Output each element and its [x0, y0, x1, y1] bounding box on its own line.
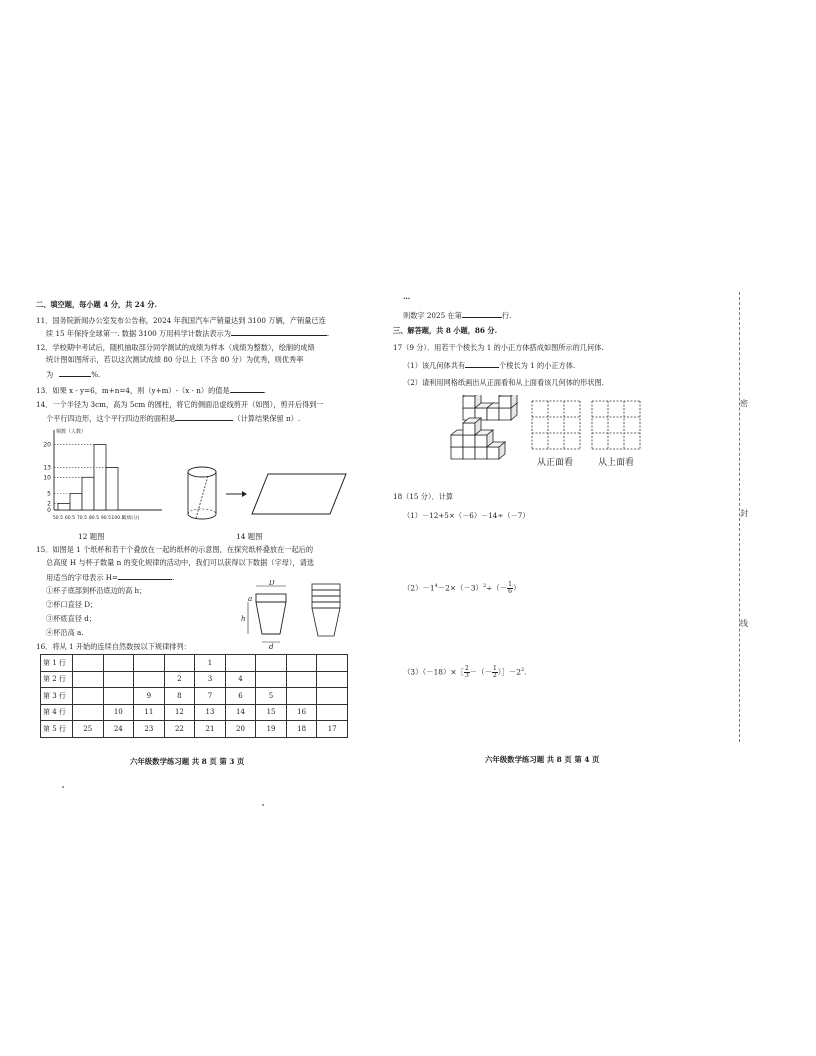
cube-face: [463, 396, 475, 408]
arrow-icon: [226, 491, 247, 497]
cylinder-unfold-figure: [182, 464, 350, 526]
table-cell: 1: [195, 655, 226, 672]
answer-blank: [231, 328, 327, 336]
y-tick-label: 0: [47, 507, 51, 514]
q12-line3-pre: 为: [46, 370, 54, 379]
table-cell: [103, 688, 134, 705]
table-cell: 23: [134, 721, 165, 738]
q11-line2: 续 15 年保持全球第一. 数据 3100 万用科学计数法表示为 .: [46, 329, 330, 338]
x-tick-label: 90.5: [100, 516, 112, 521]
table-cell: [286, 655, 317, 672]
expr2-exp1: 4: [434, 583, 438, 590]
margin-char-3: 线: [740, 619, 748, 628]
table-row: [41, 671, 348, 688]
cube-face: [499, 408, 511, 420]
cube-face: [451, 447, 463, 459]
table-cell: 15: [256, 704, 287, 721]
table-cell: [72, 704, 103, 721]
section2-heading: 二、填空题，每小题 4 分，共 24 分.: [36, 300, 157, 309]
table-row: [41, 688, 348, 705]
expr3-end: ）］－2: [497, 667, 521, 677]
cube-solid-figure: [443, 395, 519, 463]
top-view-grid: [591, 400, 641, 450]
frac-den: 3: [464, 672, 469, 679]
q15-option-1: ①杯子底部到杯沿底边的高 h；: [46, 586, 147, 595]
table-cell: 24: [103, 721, 134, 738]
q16-cont-post: 行.: [501, 311, 512, 320]
q17-part2: （2）请利用网格纸画出从正面看和从上面看该几何体的形状图.: [403, 378, 604, 387]
row-label: 第 5 行: [41, 721, 73, 738]
number-arrangement-table: [40, 654, 348, 738]
answer-blank: [59, 369, 91, 377]
front-view-grid: [531, 400, 581, 450]
table-cell: 21: [195, 721, 226, 738]
cube-face: [487, 408, 499, 420]
x-tick-label: 50.5: [52, 516, 64, 521]
frac-num: 1: [492, 665, 497, 672]
frac-num: 1: [508, 581, 512, 588]
page3-footer: 六年级数学练习题 共 8 页 第 3 页: [130, 757, 245, 766]
expr2-exp2: 2: [482, 583, 487, 590]
cube-face: [463, 423, 475, 435]
row-label: 第 2 行: [41, 671, 73, 688]
table-cell: 6: [225, 688, 256, 705]
q15-option-3: ③杯底直径 d；: [46, 614, 97, 623]
table-cell: [164, 655, 195, 672]
table-cell: [317, 688, 348, 705]
fig14-caption: 14 题图: [236, 532, 263, 541]
expr3-mid: －（－: [469, 667, 492, 677]
cube-face: [499, 396, 511, 408]
table-cell: 11: [134, 704, 165, 721]
unit-cube: [487, 442, 505, 459]
table-cell: 3: [195, 671, 226, 688]
continuation-dots: …: [403, 292, 411, 301]
q15-line1: 15．如图是 1 个纸杯和若干个叠放在一起的纸杯的示意图，在探究纸杯叠放在一起后的: [36, 545, 314, 554]
q15-line3-post: .: [172, 573, 175, 582]
label-D: D: [269, 580, 275, 587]
left-page: [36, 292, 348, 772]
table-cell: 10: [103, 704, 134, 721]
answer-blank: [175, 413, 233, 421]
table-cell: [72, 671, 103, 688]
x-tick-label: 100.5: [111, 516, 125, 521]
table-cell: [317, 704, 348, 721]
q12-line2: 统计图如图所示，若以这次测试成绩 80 分以上（不含 80 分）为优秀，则优秀率: [46, 355, 304, 364]
cube-face: [451, 435, 463, 447]
cube-face: [475, 435, 487, 447]
answer-blank: [462, 310, 502, 318]
frac-den: 2: [492, 672, 497, 679]
q12-line3-post: %.: [91, 370, 101, 379]
y-tick-label: 13: [43, 464, 51, 472]
cube-face: [487, 447, 499, 459]
page4-footer: 六年级数学练习题 共 8 页 第 4 页: [485, 755, 600, 764]
expr3-pre: （3）（－18）×［: [403, 667, 464, 677]
table-cell: 12: [164, 704, 195, 721]
q18-expr3: [403, 666, 527, 679]
expr3-exp: 2: [520, 667, 525, 674]
parallelogram-shape: [252, 474, 346, 514]
cube-face: [475, 447, 487, 459]
margin-char-1: 密: [740, 399, 748, 408]
y-axis-label: 频数（人数）: [56, 429, 87, 435]
table-cell: [286, 688, 317, 705]
x-tick-label: 70.5: [76, 516, 88, 521]
histogram-bar: [82, 477, 94, 510]
table-cell: [72, 655, 103, 672]
right-page: [393, 292, 729, 772]
row-label: 第 4 行: [41, 704, 73, 721]
table-cell: 9: [134, 688, 165, 705]
q17-part1-post: 个棱长为 1 的小正方体.: [499, 361, 576, 370]
q12-line1: 12．学校期中考试后，随机抽取部分同学测试的成绩为样本（成绩为整数），绘制的成绩: [36, 343, 315, 352]
histogram-bar: [70, 494, 82, 510]
q16-line1: 16．将从 1 开始的连续自然数按以下规律排列：: [36, 642, 191, 651]
table-row: [41, 655, 348, 672]
table-cell: [225, 655, 256, 672]
q16-cont-text: 则数字 2025 在第: [403, 311, 462, 320]
q15-line2: 总高度 H 与杯子数量 n 的变化规律的活动中，我们可以获得以下数据（字母），请选: [46, 558, 315, 567]
chart-caption: 12 题图: [78, 532, 105, 541]
label-d: d: [269, 643, 274, 650]
q15-option-2: ②杯口直径 D；: [46, 600, 98, 609]
answer-blank: [465, 360, 499, 368]
table-cell: [103, 671, 134, 688]
table-cell: [134, 655, 165, 672]
front-view-label: 从正面看: [537, 458, 574, 468]
histogram-bar: [58, 503, 70, 510]
table-cell: 13: [195, 704, 226, 721]
q14-line2-post: （计算结果保留 π）.: [233, 414, 301, 423]
table-cell: 5: [256, 688, 287, 705]
cube-face: [463, 447, 475, 459]
margin-char-2: 封: [740, 509, 748, 518]
expr2-end: ）: [512, 583, 521, 593]
table-row: [41, 704, 348, 721]
answer-blank: [118, 572, 175, 582]
table-cell: 18: [286, 721, 317, 738]
scan-speck: [62, 786, 64, 788]
expr2-div: ÷（－: [486, 583, 508, 593]
table-cell: 4: [225, 671, 256, 688]
q18-heading: 18（15 分）．计算: [393, 492, 454, 501]
expr2-pre: （2）－1: [403, 583, 435, 593]
table-cell: [317, 655, 348, 672]
q13-post: .: [263, 386, 266, 395]
label-a: a: [248, 595, 253, 603]
table-cell: 7: [195, 688, 226, 705]
x-tick-label: 80.5: [88, 516, 100, 521]
table-cell: 8: [164, 688, 195, 705]
q17-part1-pre: （1）该几何体共有: [403, 361, 466, 370]
histogram-bar: [106, 467, 118, 510]
q15-option-4: ④杯沿高 a.: [46, 628, 84, 637]
top-view-label: 从上面看: [598, 458, 635, 468]
y-tick-label: 2: [47, 500, 51, 508]
table-cell: [134, 671, 165, 688]
table-cell: [72, 688, 103, 705]
q17-line1: 17（9 分）．用若干个棱长为 1 的小正方体搭成如图所示的几何体.: [393, 343, 604, 352]
q18-expr1: （1）－12+5×（－6）－14÷（－7）: [403, 511, 530, 520]
q13-line: [36, 385, 266, 395]
q17-part1: [403, 360, 575, 370]
q13-text: 13．如果 x - y=6，m+n=4，则（y+m）-（x - n）的值是: [36, 386, 230, 395]
table-cell: [103, 655, 134, 672]
table-cell: 17: [317, 721, 348, 738]
q18-expr2: [403, 582, 520, 595]
table-cell: 2: [164, 671, 195, 688]
table-row: [41, 721, 348, 738]
q14-line1: 14．一个半径为 3cm，高为 5cm 的圆柱，将它的侧面沿虚线剪开（如图），剪开后得到一: [36, 400, 324, 409]
table-cell: 22: [164, 721, 195, 738]
paper-cup-figure: [236, 580, 346, 650]
row-label: 第 3 行: [41, 688, 73, 705]
table-cell: 19: [256, 721, 287, 738]
single-cup: [248, 586, 286, 642]
histogram-bar: [94, 445, 106, 510]
expr3-tail: .: [524, 667, 527, 677]
q14-line2-text: 个平行四边形，这个平行四边形的面积是: [46, 414, 176, 423]
q11-line2-text: 续 15 年保持全球第一. 数据 3100 万用科学计数法表示为: [46, 329, 231, 338]
table-cell: 14: [225, 704, 256, 721]
answer-blank: [230, 385, 264, 393]
q11-line1: 11．国务院新闻办公室发布公告称，2024 年我国汽车产销量达到 3100 万辆，产销量已连: [36, 316, 326, 325]
q15-line3: [46, 572, 174, 582]
y-tick-label: 20: [43, 441, 51, 449]
frac-num: 2: [464, 665, 469, 672]
y-tick-label: 5: [47, 490, 51, 498]
table-cell: 16: [286, 704, 317, 721]
stacked-cups: [312, 584, 340, 636]
frac-den: 6: [508, 588, 512, 595]
table-cell: [256, 671, 287, 688]
x-axis-label: 成绩(分): [122, 516, 140, 521]
q16-continuation: [403, 310, 511, 320]
cube-face: [463, 435, 475, 447]
x-tick-label: 60.5: [64, 516, 76, 521]
expr2-mid: －2×（－3）: [437, 583, 483, 593]
y-tick-label: 10: [43, 474, 51, 482]
q15-line3-text: 用适当的字母表示 H=: [46, 573, 119, 582]
table-cell: 20: [225, 721, 256, 738]
section3-heading: 三、解答题，共 8 小题，86 分.: [393, 326, 498, 335]
table-cell: [317, 671, 348, 688]
scan-speck: [262, 804, 264, 806]
label-h: h: [241, 615, 246, 623]
table-cell: 25: [72, 721, 103, 738]
table-cell: [256, 655, 287, 672]
score-histogram: [36, 426, 164, 526]
row-label: 第 1 行: [41, 655, 73, 672]
table-cell: [286, 671, 317, 688]
cylinder-shape: [188, 467, 216, 519]
q12-line3: [46, 369, 100, 379]
q14-line2: [46, 413, 300, 423]
